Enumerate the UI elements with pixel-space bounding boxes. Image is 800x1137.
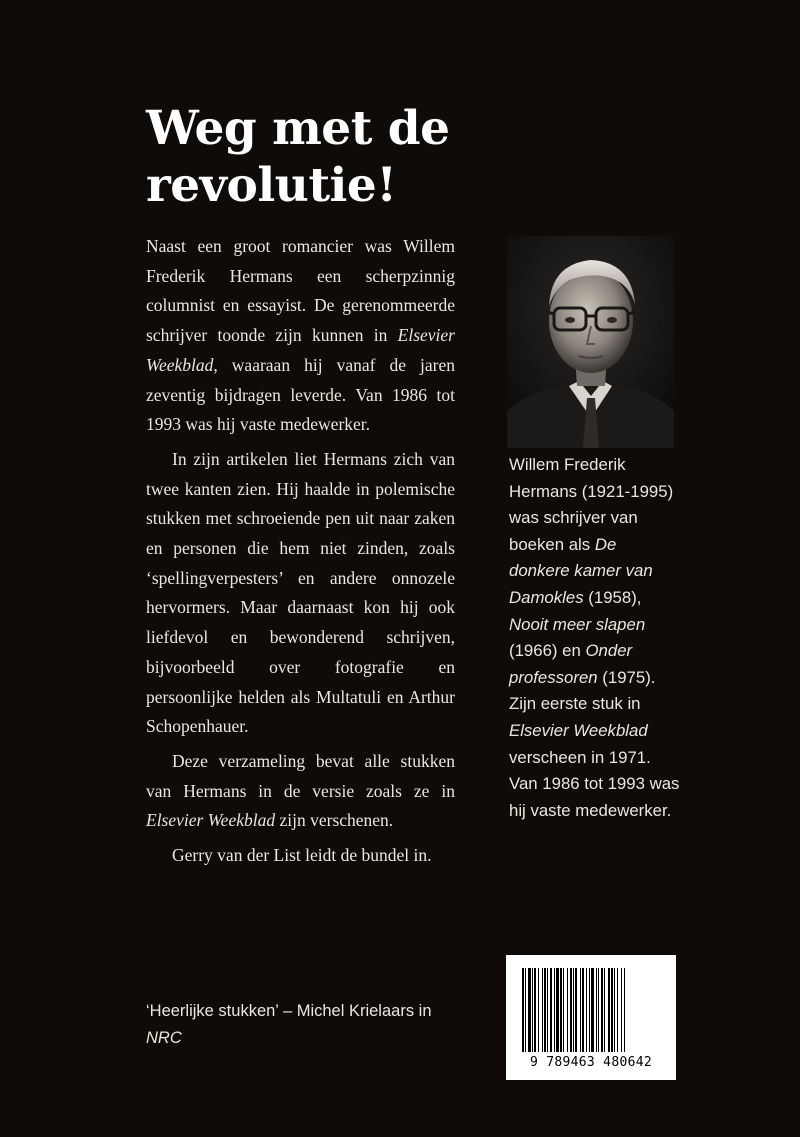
blurb-text-run: In zijn artikelen liet Hermans zich van twee kanten zien. Hij haalde in polemische stukken met schroeiende pen uit naar zaken en personen die hem niet zinden, zoals ‘spellingverpesters’ en andere onnozele hervormers. Maar daarnaast kon hij ook liefdevol en bewonderend schrijven, bijvoorbeeld over fotografie en persoonlijke helden als Multatuli en Arthur Schopenhauer.	[146, 448, 455, 737]
quote-source: NRC	[146, 1029, 182, 1047]
caption-text-run: Willem Frederik Hermans (1921-1995) was schrijver van boeken als	[509, 455, 674, 554]
barcode-bar	[624, 968, 625, 1052]
blurb-text-run: , waaraan hij vanaf de jaren zeventig bijdragen leverde. Van 1986 tot 1993 was hij vaste medewerker.	[146, 354, 455, 435]
barcode-bar	[560, 968, 562, 1052]
barcode-bar	[601, 968, 603, 1052]
blurb-paragraph	[146, 841, 455, 871]
caption-text-run: (1975). Zijn eerste stuk in	[509, 667, 656, 714]
blurb-paragraph	[146, 445, 455, 742]
barcode-bar	[528, 968, 531, 1052]
barcode-bar	[580, 968, 581, 1052]
barcode-bar	[586, 968, 587, 1052]
caption-text-run: (1958),	[583, 587, 642, 607]
title-line-2: revolutie!	[146, 158, 397, 213]
blurb-text-run: Gerry van der List leidt de bundel in.	[172, 845, 432, 866]
barcode-bar	[598, 968, 599, 1052]
barcode-bar	[534, 968, 536, 1052]
blurb-paragraph	[146, 747, 455, 836]
barcode-bar	[591, 968, 594, 1052]
barcode-bar	[570, 968, 572, 1052]
barcode-bar	[621, 968, 622, 1052]
caption-italic-run: Elsevier Weekblad	[509, 720, 648, 740]
author-caption	[509, 452, 681, 824]
barcode-bar	[522, 968, 524, 1052]
title-line-1: Weg met de	[146, 101, 450, 156]
barcode-bar	[604, 968, 605, 1052]
barcode-bar	[614, 968, 615, 1052]
barcode-bar	[525, 968, 526, 1052]
barcode-bar	[589, 968, 590, 1052]
caption-text-run: verscheen in 1971. Van 1986 tot 1993 was hij vaste medewerker.	[509, 747, 680, 820]
blurb-italic-run: Elsevier Weekblad	[146, 325, 455, 375]
barcode-bar	[538, 968, 539, 1052]
barcode-bar	[544, 968, 546, 1052]
blurb-text-run: Naast een groot romancier was Willem Frederik Hermans een scherpzinnig columnist en essayist. De gerenommeerde schrijver toonde zijn kunnen in	[146, 236, 455, 346]
caption-italic-run: Onder professoren	[509, 641, 633, 687]
barcode-bar	[617, 968, 618, 1052]
author-portrait-image	[507, 236, 674, 448]
blurb-italic-run: Elsevier Weekblad	[146, 810, 276, 831]
isbn-number: 9 789463 480642	[530, 1055, 652, 1070]
barcode-bar	[573, 968, 574, 1052]
caption-italic-run: De donkere kamer van Damokles	[509, 534, 653, 607]
barcode-bar	[550, 968, 552, 1052]
barcode-bar	[554, 968, 555, 1052]
barcode-bar	[567, 968, 568, 1052]
barcode-bar	[611, 968, 613, 1052]
barcode-bar	[582, 968, 584, 1052]
blurb-text	[146, 232, 455, 871]
blurb-text-run: zijn verschenen.	[275, 810, 394, 831]
blurb-paragraph	[146, 232, 455, 440]
barcode-bars	[522, 968, 660, 1054]
barcode-bar	[575, 968, 577, 1052]
barcode-bar	[556, 968, 559, 1052]
caption-text-run: (1966) en	[509, 641, 586, 661]
isbn-barcode	[506, 955, 676, 1080]
blurb-text-run: Deze verzameling bevat alle stukken van Hermans in de versie zoals ze in	[146, 750, 455, 801]
caption-italic-run: Nooit meer slapen	[509, 614, 646, 634]
review-quote	[146, 998, 456, 1052]
barcode-bar	[532, 968, 533, 1052]
book-title	[146, 100, 566, 214]
barcode-bar	[542, 968, 543, 1052]
barcode-bar	[596, 968, 597, 1052]
barcode-bar	[547, 968, 548, 1052]
author-photo	[507, 236, 674, 448]
barcode-bar	[608, 968, 610, 1052]
quote-text: ‘Heerlijke stukken’ – Michel Krielaars in	[146, 1002, 432, 1020]
barcode-bar	[563, 968, 564, 1052]
